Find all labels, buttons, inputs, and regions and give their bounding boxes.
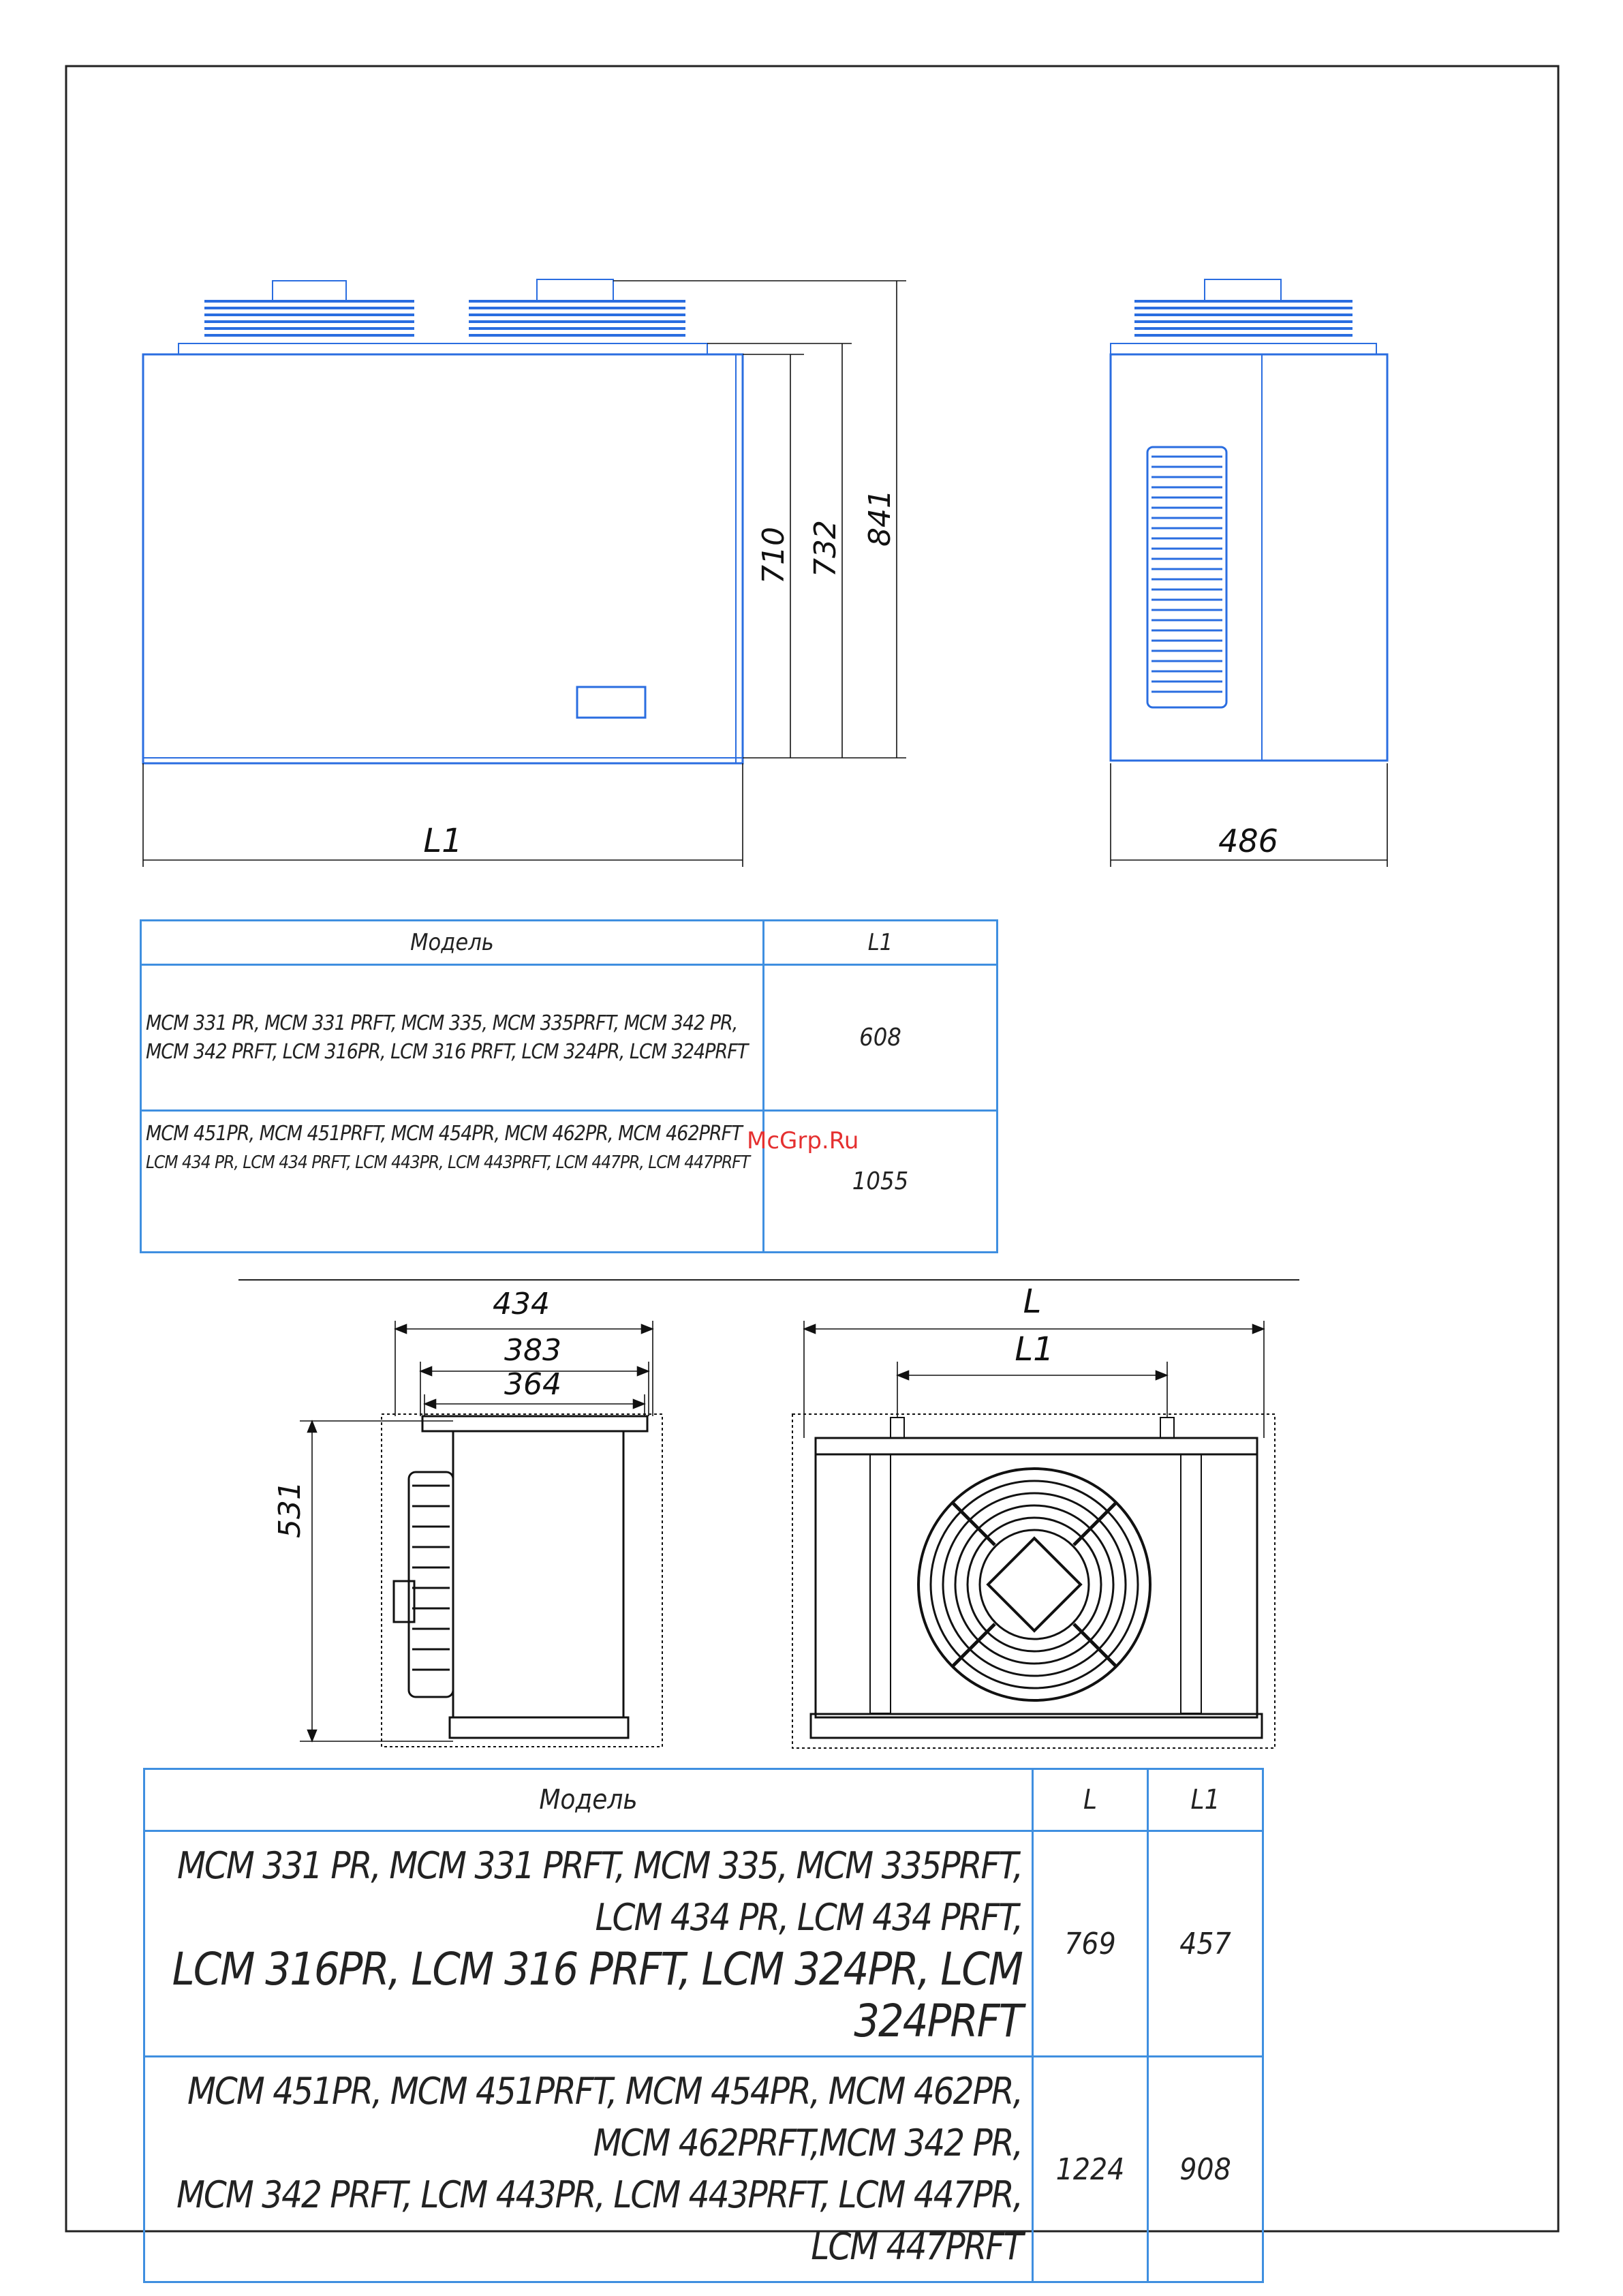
front-top-plate — [179, 343, 707, 354]
dim-height-841: 841 — [863, 489, 897, 547]
model-list-cell — [144, 1831, 1033, 2057]
evaporator-side-body — [453, 1431, 623, 1717]
L-value: 1224 — [1033, 2057, 1148, 2282]
model-line: MCM 331 PR, MCM 331 PRFT, MCM 335, MCM 335PRFT, LCM 434 PR, LCM 434 PRFT, — [176, 1844, 1022, 1939]
dim-width-434: 434 — [493, 1287, 550, 1321]
table-model-L1 — [140, 919, 998, 1253]
header-model: Модель — [141, 921, 764, 965]
bottom-side-dimension-lines — [300, 1321, 653, 1741]
table-row — [141, 1111, 998, 1253]
front-view — [143, 279, 906, 867]
model-list-cell — [144, 2057, 1033, 2282]
side-body — [1111, 354, 1387, 761]
header-L1: L1 — [1148, 1769, 1263, 1831]
model-line: MCM 331 PR, MCM 331 PRFT, MCM 335, MCM 335PRFT, MCM 342 PR, — [146, 1011, 738, 1035]
dim-height-531: 531 — [273, 1481, 307, 1538]
model-line: MCM 451PR, MCM 451PRFT, MCM 454PR, MCM 462PR, MCM 462PRFT,MCM 342 PR, — [187, 2070, 1022, 2164]
model-list-cell — [141, 965, 764, 1111]
model-line: LCM 434 PR, LCM 434 PRFT, LCM 443PR, LCM 443PRFT, LCM 447PR, LCM 447PRFT — [146, 1152, 749, 1173]
table-row — [144, 2057, 1263, 2282]
dim-width-364: 364 — [504, 1367, 561, 1402]
L1-value: 1055 — [764, 1111, 998, 1253]
dim-height-732: 732 — [808, 520, 843, 577]
front-body — [143, 354, 743, 763]
watermark: McGrp.Ru — [747, 1127, 859, 1154]
header-L: L — [1033, 1769, 1148, 1831]
model-line: LCM 316PR, LCM 316 PRFT, LCM 324PR, LCM 324PRFT — [172, 1943, 1022, 2047]
model-line: MCM 451PR, MCM 451PRFT, MCM 454PR, MCM 462PR, MCM 462PRFT — [146, 1122, 742, 1146]
dim-length-L1-front: L1 — [423, 822, 463, 860]
dim-height-710: 710 — [756, 527, 791, 584]
header-L1: L1 — [764, 921, 998, 965]
front-label-plate — [577, 687, 645, 718]
table-row — [144, 1831, 1263, 2057]
L1-value: 457 — [1148, 1831, 1263, 2057]
table-row — [141, 965, 998, 1111]
model-line: MCM 342 PRFT, LCM 316PR, LCM 316 PRFT, LCM 324PR, LCM 324PRFT — [146, 1039, 748, 1064]
fan-guard-left — [204, 281, 414, 335]
table-model-L-L1 — [143, 1768, 1264, 2283]
evaporator-fan-guard — [918, 1469, 1150, 1700]
table-header-row — [141, 921, 998, 965]
bottom-front-view — [792, 1283, 1275, 1748]
dim-length-L1-bottom: L1 — [1015, 1330, 1054, 1368]
dim-length-L: L — [1023, 1283, 1042, 1321]
table-header-row — [144, 1769, 1263, 1831]
header-model: Модель — [144, 1769, 1033, 1831]
side-view — [1111, 279, 1387, 867]
bottom-side-view — [273, 1287, 662, 1747]
dim-width-486: 486 — [1218, 823, 1278, 859]
side-top-plate — [1111, 343, 1376, 354]
L1-value: 608 — [764, 965, 998, 1111]
model-line: MCM 342 PRFT, LCM 443PR, LCM 443PRFT, LCM 447PR, LCM 447PRFT — [176, 2173, 1022, 2268]
fan-guard-right — [469, 279, 685, 335]
side-louvres — [1147, 447, 1226, 707]
front-dimension-lines — [143, 281, 906, 867]
model-list-cell — [141, 1111, 764, 1253]
side-fan-guard — [1134, 279, 1352, 335]
dim-width-383: 383 — [504, 1333, 561, 1368]
L1-value: 908 — [1148, 2057, 1263, 2282]
L-value: 769 — [1033, 1831, 1148, 2057]
evaporator-fan-side — [394, 1472, 453, 1697]
